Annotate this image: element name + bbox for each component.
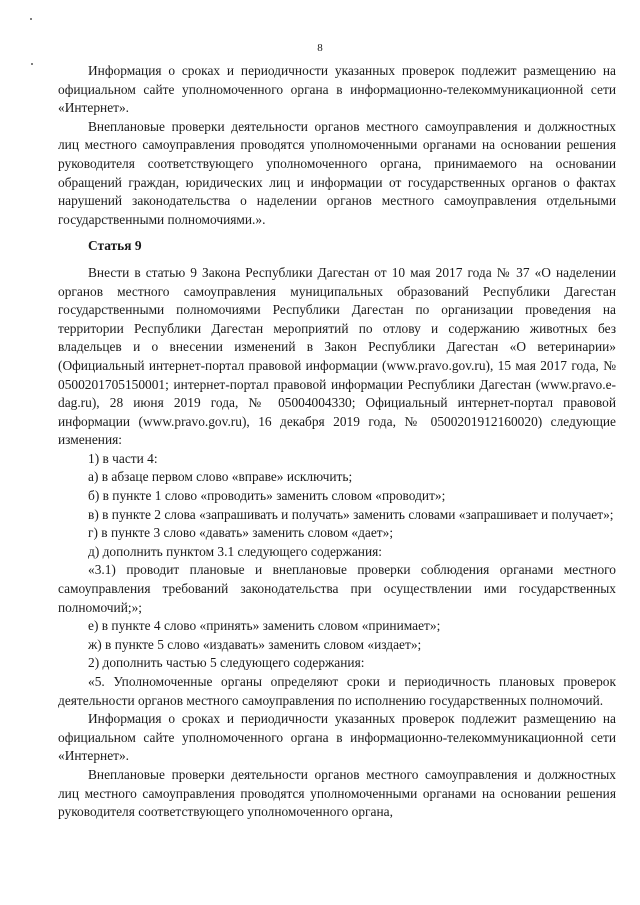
paragraph: б) в пункте 1 слово «проводить» заменить словом «проводит»; <box>88 488 446 504</box>
article-heading: Статья 9 <box>88 238 142 254</box>
paragraph: 2) дополнить частью 5 следующего содержания: <box>88 655 365 671</box>
paragraph: Информация о сроках и периодичности указанных проверок подлежит размещению на официальном сайте уполномоченного органа в информационно-телекоммуникационной сети «Интернет». <box>58 63 616 116</box>
paragraph: ж) в пункте 5 слово «издавать» заменить словом «издает»; <box>88 636 422 652</box>
paragraph: д) дополнить пунктом 3.1 следующего содержания: <box>88 543 382 559</box>
paragraph: е) в пункте 4 слово «принять» заменить словом «принимает»; <box>88 618 441 634</box>
paragraph: Внеплановые проверки деятельности органов местного самоуправления и должностных лиц местного самоуправления проводятся уполномоченными органами на основании решения руководителя соответствующего уполномоченного органа, принимаемого на основании обращений граждан, юридических лиц и информации от государственных органов о фактах нарушений законодательства о наделении органов местного самоуправления отдельными государственными полномочиями.». <box>58 118 616 227</box>
paragraph: 1) в части 4: <box>88 450 158 466</box>
paragraph: Информация о сроках и периодичности указанных проверок подлежит размещению на официальном сайте уполномоченного органа в информационно-телекоммуникационной сети «Интернет». <box>58 711 616 764</box>
paragraph: г) в пункте 3 слово «давать» заменить словом «дает»; <box>88 525 394 541</box>
paragraph: в) в пункте 2 слова «запрашивать и получать» заменить словами «запрашивает и получает»; <box>88 506 614 522</box>
paragraph: «5. Уполномоченные органы определяют сроки и периодичность плановых проверок деятельности органов местного самоуправления по исполнению государственных полномочий. <box>58 674 616 708</box>
paragraph: а) в абзаце первом слово «вправе» исключить; <box>88 469 353 485</box>
paragraph: «3.1) проводит плановые и внеплановые проверки соблюдения органами местного самоуправления требований законодательства при осуществлении ими государственных полномочий;»; <box>58 562 616 615</box>
paragraph: Внеплановые проверки деятельности органов местного самоуправления и должностных лиц местного самоуправления проводятся уполномоченными органами на основании решения руководителя соответствующего уполномоченного органа, <box>58 766 616 820</box>
paragraph: Внести в статью 9 Закона Республики Дагестан от 10 мая 2017 года № 37 «О наделении органов местного самоуправления муниципальных образований Республики Дагестан государственными полномочиями Республики Дагестан по организации проведения на территории Республики Дагестан мероприятий по отлову и содержанию животных без владельцев и о внесении изменений в Закон Республики Дагестан «О ветеринарии» (Официальный интернет-портал правовой информации (www.pravo.gov.ru), 15 мая 2017 года, № 0500201705150001; интернет-портал правовой информации Республики Дагестан (www.pravo.e-dag.ru), 28 июня 2019 года, № 05004004330; Официальный интернет-портал правовой информации (www.pravo.gov.ru), 16 декабря 2019 года, № 0500201912160020) следующие изменения: <box>58 264 616 448</box>
document-body <box>58 62 616 822</box>
page-number: 8 <box>317 42 323 54</box>
